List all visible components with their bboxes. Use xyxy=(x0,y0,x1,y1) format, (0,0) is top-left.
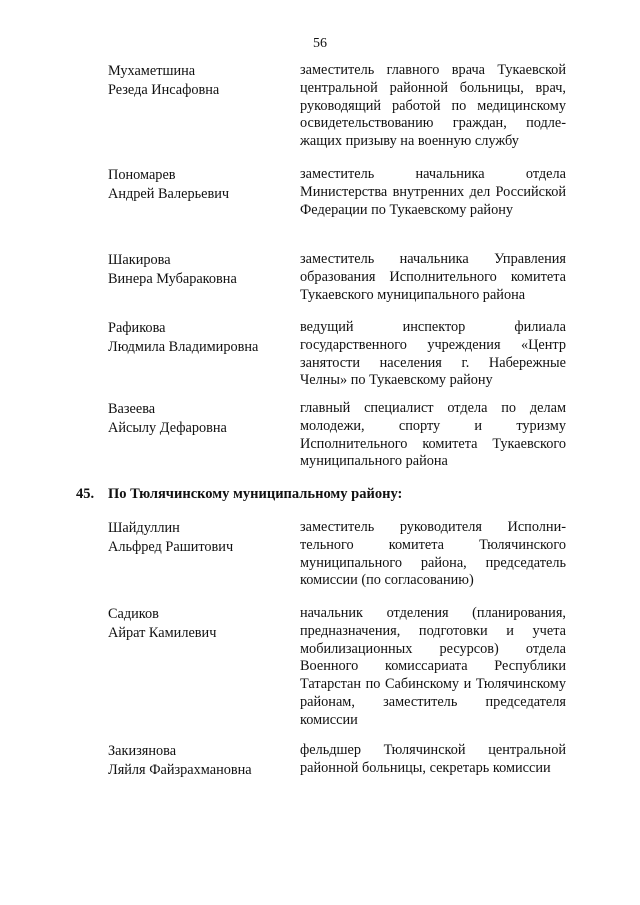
member-name: Садиков Айрат Камилевич xyxy=(108,606,217,641)
member-name: Шайдуллин Альфред Рашитович xyxy=(108,520,234,555)
member-name: Вазеева Айсылу Дефаровна xyxy=(108,401,227,436)
member-role: заместитель начальника отдела Министерства внутренних дел Российской Федерации по Тукаевскому району xyxy=(300,166,566,218)
section-heading xyxy=(76,486,402,503)
member-name: Мухаметшина Резеда Инсафовна xyxy=(108,63,220,98)
member-name: Пономарев Андрей Валерьевич xyxy=(108,167,230,202)
member-role: заместитель руководителя Исполни-тельного комитета Тюлячинского муниципального района, председатель комиссии (по согласованию) xyxy=(300,519,566,589)
member-role: главный специалист отдела по делам молодежи, спорту и туризму Исполнительного комитета Тукаевского муниципального района xyxy=(300,400,566,470)
page-number: 56 xyxy=(313,36,327,51)
member-name: Шакирова Винера Мубараковна xyxy=(108,252,237,287)
member-name: Закизянова Ляйля Файзрахмановна xyxy=(108,743,252,778)
member-role: фельдшер Тюлячинской центральной районной больницы, секретарь комиссии xyxy=(300,742,566,776)
member-name: Рафикова Людмила Владимировна xyxy=(108,320,259,355)
member-role: заместитель главного врача Тукаевской центральной районной больницы, врач, руководящий работой по медицинскому освидетельствованию граждан, подле-жащих призыву на военную службу xyxy=(300,62,566,150)
section-title: По Тюлячинскому муниципальному району: xyxy=(108,486,403,502)
member-role: начальник отделения (планирования, предназначения, подготовки и учета мобилизационных ресурсов) отдела Военного комиссариата Республики Татарстан по Сабинскому и Тюлячинскому районам, заместитель председателя комиссии xyxy=(300,605,566,728)
section-number: 45. xyxy=(76,486,95,502)
member-role: заместитель начальника Управления образования Исполнительного комитета Тукаевского муниципального района xyxy=(300,251,566,303)
member-role: ведущий инспектор филиала государственного учреждения «Центр занятости населения г. Набережные Челны» по Тукаевскому району xyxy=(300,319,566,389)
